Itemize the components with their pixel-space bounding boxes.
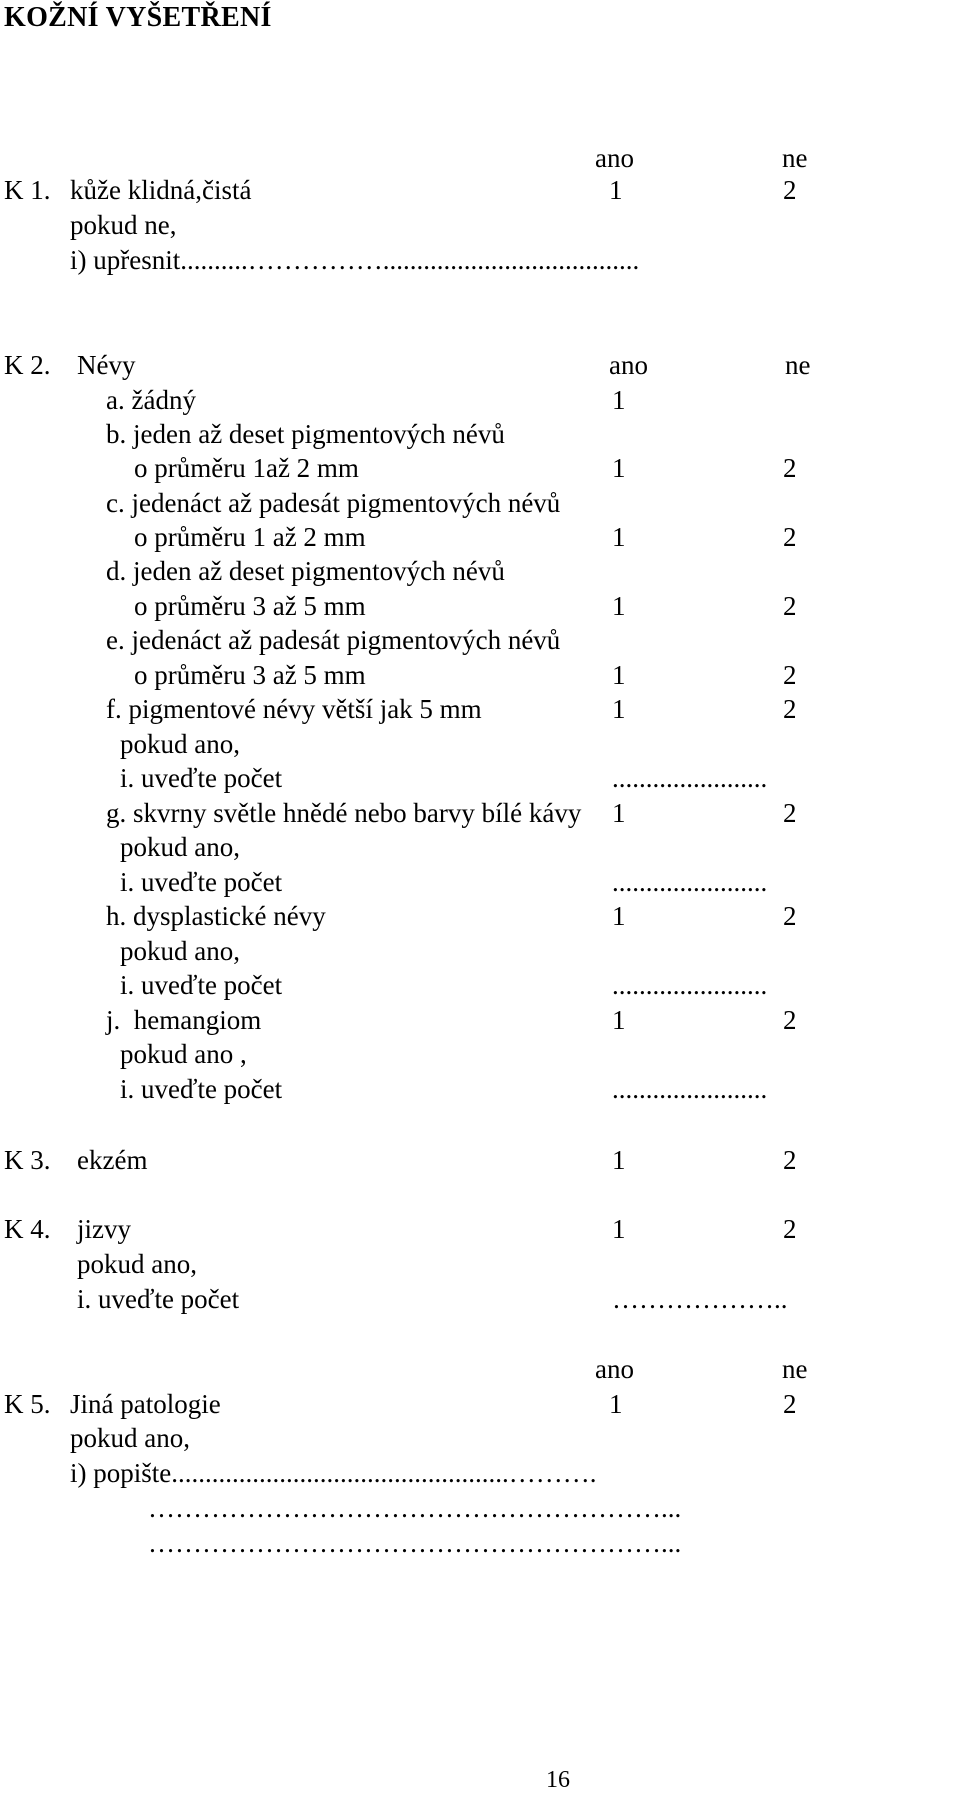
k2-label: Névy xyxy=(77,350,136,380)
k5-value-ne: 2 xyxy=(783,1389,797,1419)
k2-d-line2: o průměru 3 až 5 mm xyxy=(134,591,366,621)
k2-h-value-ano: 1 xyxy=(612,901,626,931)
k5-value-ano: 1 xyxy=(609,1389,623,1419)
k2-g-text: g. skvrny světle hnědé nebo barvy bílé kávy xyxy=(106,798,582,828)
k2-e-line2: o průměru 3 až 5 mm xyxy=(134,660,366,690)
k2-b-value-ano: 1 xyxy=(612,453,626,483)
k5-describe-line: i) popište..................................................………. xyxy=(70,1458,597,1488)
k2-a-text: a. žádný xyxy=(106,385,196,415)
k2-h-count-field: ....................... xyxy=(612,970,768,1000)
k2-f-value-ano: 1 xyxy=(612,694,626,724)
k5-label: Jiná patologie xyxy=(70,1389,221,1419)
k5-describe-line-2: …………………………………………………... xyxy=(148,1493,682,1523)
k2-header-ne: ne xyxy=(785,350,811,380)
k2-a-value-ano: 1 xyxy=(612,385,626,415)
k5-header-ano: ano xyxy=(595,1354,634,1384)
k2-code: K 2. xyxy=(4,350,51,380)
k2-h-text: h. dysplastické névy xyxy=(106,901,326,931)
k1-code: K 1. xyxy=(4,175,51,205)
k2-b-value-ne: 2 xyxy=(783,453,797,483)
k2-d-value-ne: 2 xyxy=(783,591,797,621)
k2-f-sub-condition: pokud ano, xyxy=(120,729,240,759)
k4-sub-condition: pokud ano, xyxy=(77,1249,197,1279)
k2-b-line2: o průměru 1až 2 mm xyxy=(134,453,359,483)
k2-e-value-ano: 1 xyxy=(612,660,626,690)
page-title: KOŽNÍ VYŠETŘENÍ xyxy=(4,2,272,33)
k5-header-ne: ne xyxy=(782,1354,808,1384)
k2-g-count-label: i. uveďte počet xyxy=(120,867,283,897)
k1-header-ano: ano xyxy=(595,143,634,173)
k1-value-ne: 2 xyxy=(783,175,797,205)
k2-j-value-ne: 2 xyxy=(783,1005,797,1035)
k2-e-value-ne: 2 xyxy=(783,660,797,690)
k2-j-value-ano: 1 xyxy=(612,1005,626,1035)
k2-j-text: j. hemangiom xyxy=(106,1005,262,1035)
k2-c-line2: o průměru 1 až 2 mm xyxy=(134,522,366,552)
k4-value-ano: 1 xyxy=(612,1214,626,1244)
k3-value-ne: 2 xyxy=(783,1145,797,1175)
k1-value-ano: 1 xyxy=(609,175,623,205)
k2-h-sub-condition: pokud ano, xyxy=(120,936,240,966)
k3-label: ekzém xyxy=(77,1145,148,1175)
k1-label: kůže klidná,čistá xyxy=(70,175,252,205)
k2-c-value-ano: 1 xyxy=(612,522,626,552)
k5-code: K 5. xyxy=(4,1389,51,1419)
k2-j-count-label: i. uveďte počet xyxy=(120,1074,283,1104)
k3-code: K 3. xyxy=(4,1145,51,1175)
k1-sub-condition: pokud ne, xyxy=(70,210,177,240)
k3-value-ano: 1 xyxy=(612,1145,626,1175)
k4-value-ne: 2 xyxy=(783,1214,797,1244)
k5-sub-condition: pokud ano, xyxy=(70,1423,190,1453)
k2-h-value-ne: 2 xyxy=(783,901,797,931)
k2-h-count-label: i. uveďte počet xyxy=(120,970,283,1000)
k2-d-line1: d. jeden až deset pigmentových névů xyxy=(106,556,505,586)
k2-f-count-field: ....................... xyxy=(612,763,768,793)
k2-header-ano: ano xyxy=(609,350,648,380)
k1-specify-line: i) upřesnit..........……………...................................... xyxy=(70,245,640,275)
k2-d-value-ano: 1 xyxy=(612,591,626,621)
k2-f-count-label: i. uveďte počet xyxy=(120,763,283,793)
k2-g-sub-condition: pokud ano, xyxy=(120,832,240,862)
k2-g-value-ano: 1 xyxy=(612,798,626,828)
k2-b-line1: b. jeden až deset pigmentových névů xyxy=(106,419,505,449)
k2-g-count-field: ....................... xyxy=(612,867,768,897)
k2-g-value-ne: 2 xyxy=(783,798,797,828)
k2-c-line1: c. jedenáct až padesát pigmentových névů xyxy=(106,488,561,518)
k4-count-label: i. uveďte počet xyxy=(77,1284,240,1314)
k4-count-field: ……………….. xyxy=(612,1284,788,1314)
k2-e-line1: e. jedenáct až padesát pigmentových névů xyxy=(106,625,561,655)
page-number: 16 xyxy=(546,1767,570,1793)
k4-label: jizvy xyxy=(77,1214,131,1244)
k5-describe-line-3: …………………………………………………... xyxy=(148,1528,682,1558)
k2-c-value-ne: 2 xyxy=(783,522,797,552)
k2-f-text: f. pigmentové névy větší jak 5 mm xyxy=(106,694,482,724)
k2-j-count-field: ....................... xyxy=(612,1074,768,1104)
k4-code: K 4. xyxy=(4,1214,51,1244)
k2-j-sub-condition: pokud ano , xyxy=(120,1039,247,1069)
k2-f-value-ne: 2 xyxy=(783,694,797,724)
k1-header-ne: ne xyxy=(782,143,808,173)
